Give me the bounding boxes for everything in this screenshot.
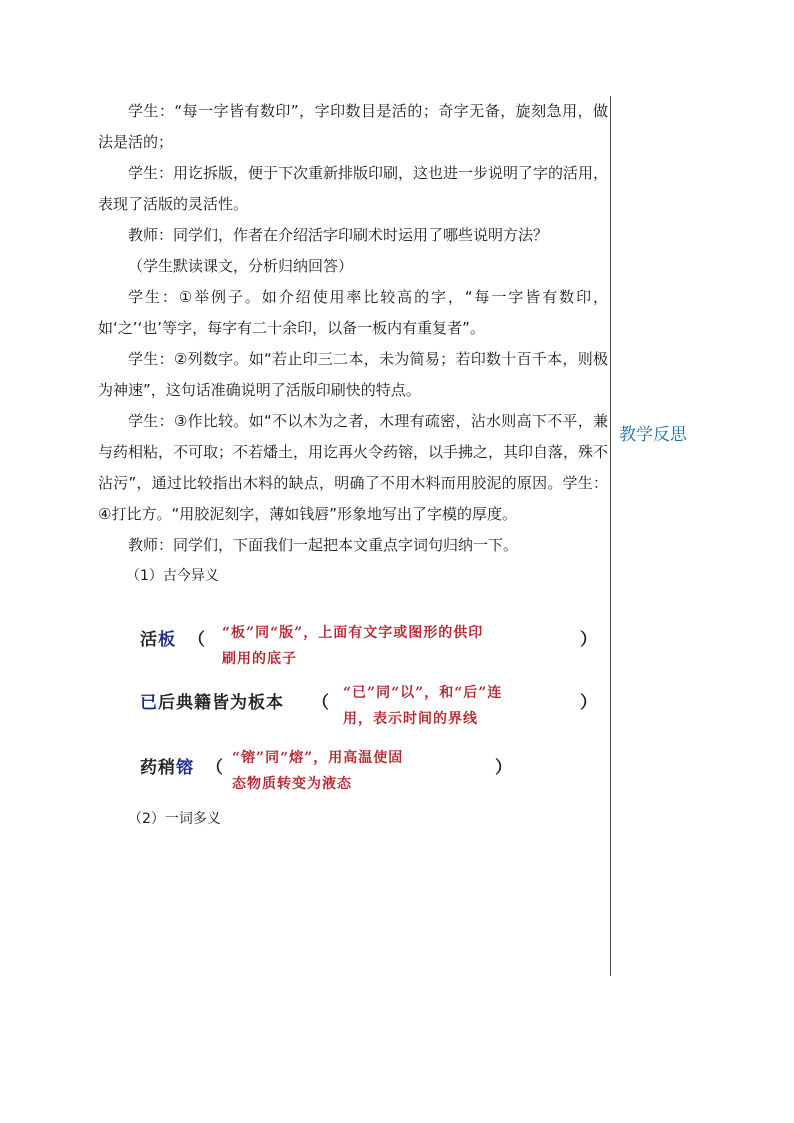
vocab-item bbox=[140, 745, 600, 805]
lesson-content bbox=[98, 96, 608, 592]
table-column-divider bbox=[610, 96, 611, 976]
close-paren: ） bbox=[495, 758, 512, 778]
open-paren: （ bbox=[188, 630, 205, 650]
paragraph: （学生默读课文，分析归纳回答） bbox=[128, 257, 354, 275]
vocab-term: 活板 bbox=[140, 630, 176, 650]
paragraph: 学生：“每一字皆有数印”，字印数目是活的；奇字无备，旋刻急用，做法是活的； bbox=[98, 102, 608, 151]
teaching-reflection-label: 教学反思 bbox=[619, 425, 687, 445]
paragraph: 学生：用讫拆版，便于下次重新排版印刷，这也进一步说明了字的活用，表现了活版的灵活性。 bbox=[98, 164, 609, 213]
section-heading-polysemy: （2）一词多义 bbox=[128, 811, 221, 827]
paragraph: 学生：②列数字。如“若止印三二本，未为简易；若印数十百千本，则极为神速”，这句话准确说明了活版印刷快的特点。 bbox=[98, 350, 608, 399]
vocab-term: 已后典籍皆为板本 bbox=[140, 693, 284, 713]
vocab-gloss: “已”同“以”，和“后”连 用，表示时间的界线 bbox=[343, 685, 503, 727]
open-paren: （ bbox=[312, 693, 329, 713]
vocab-term: 药稍镕 bbox=[140, 758, 194, 778]
close-paren: ） bbox=[580, 630, 597, 650]
vocab-gloss: “板”同“版”，上面有文字或图形的供印 刷用的底子 bbox=[222, 625, 484, 667]
paragraph: 学生：①举例子。如介绍使用率比较高的字，“每一字皆有数印，如‘之’‘也’等字，每字有二十余印，以备一板内有重复者”。 bbox=[98, 288, 608, 337]
paragraph: 学生：③作比较。如“不以木为之者，木理有疏密，沾水则高下不平，兼与药相粘，不可取；不若燔土，用讫再火令药镕，以手拂之，其印自落，殊不沾污”，通过比较指出木料的缺点，明确了不用木料而用胶泥的原因。学生：④打比方。“用胶泥刻字，薄如钱唇”形象地写出了字模的厚度。 bbox=[98, 412, 609, 523]
paragraph: 教师：同学们，下面我们一起把本文重点字词句归纳一下。 bbox=[128, 536, 519, 554]
close-paren: ） bbox=[580, 693, 597, 713]
vocab-gloss: “镕”同“熔”，用高温使固 态物质转变为液态 bbox=[232, 750, 404, 792]
vocab-item bbox=[140, 680, 600, 740]
section-heading-ancient-modern: （1）古今异义 bbox=[126, 568, 219, 584]
paragraph: 教师：同学们，作者在介绍活字印刷术时运用了哪些说明方法？ bbox=[128, 226, 549, 244]
vocab-item bbox=[140, 620, 600, 680]
open-paren: （ bbox=[206, 758, 223, 778]
